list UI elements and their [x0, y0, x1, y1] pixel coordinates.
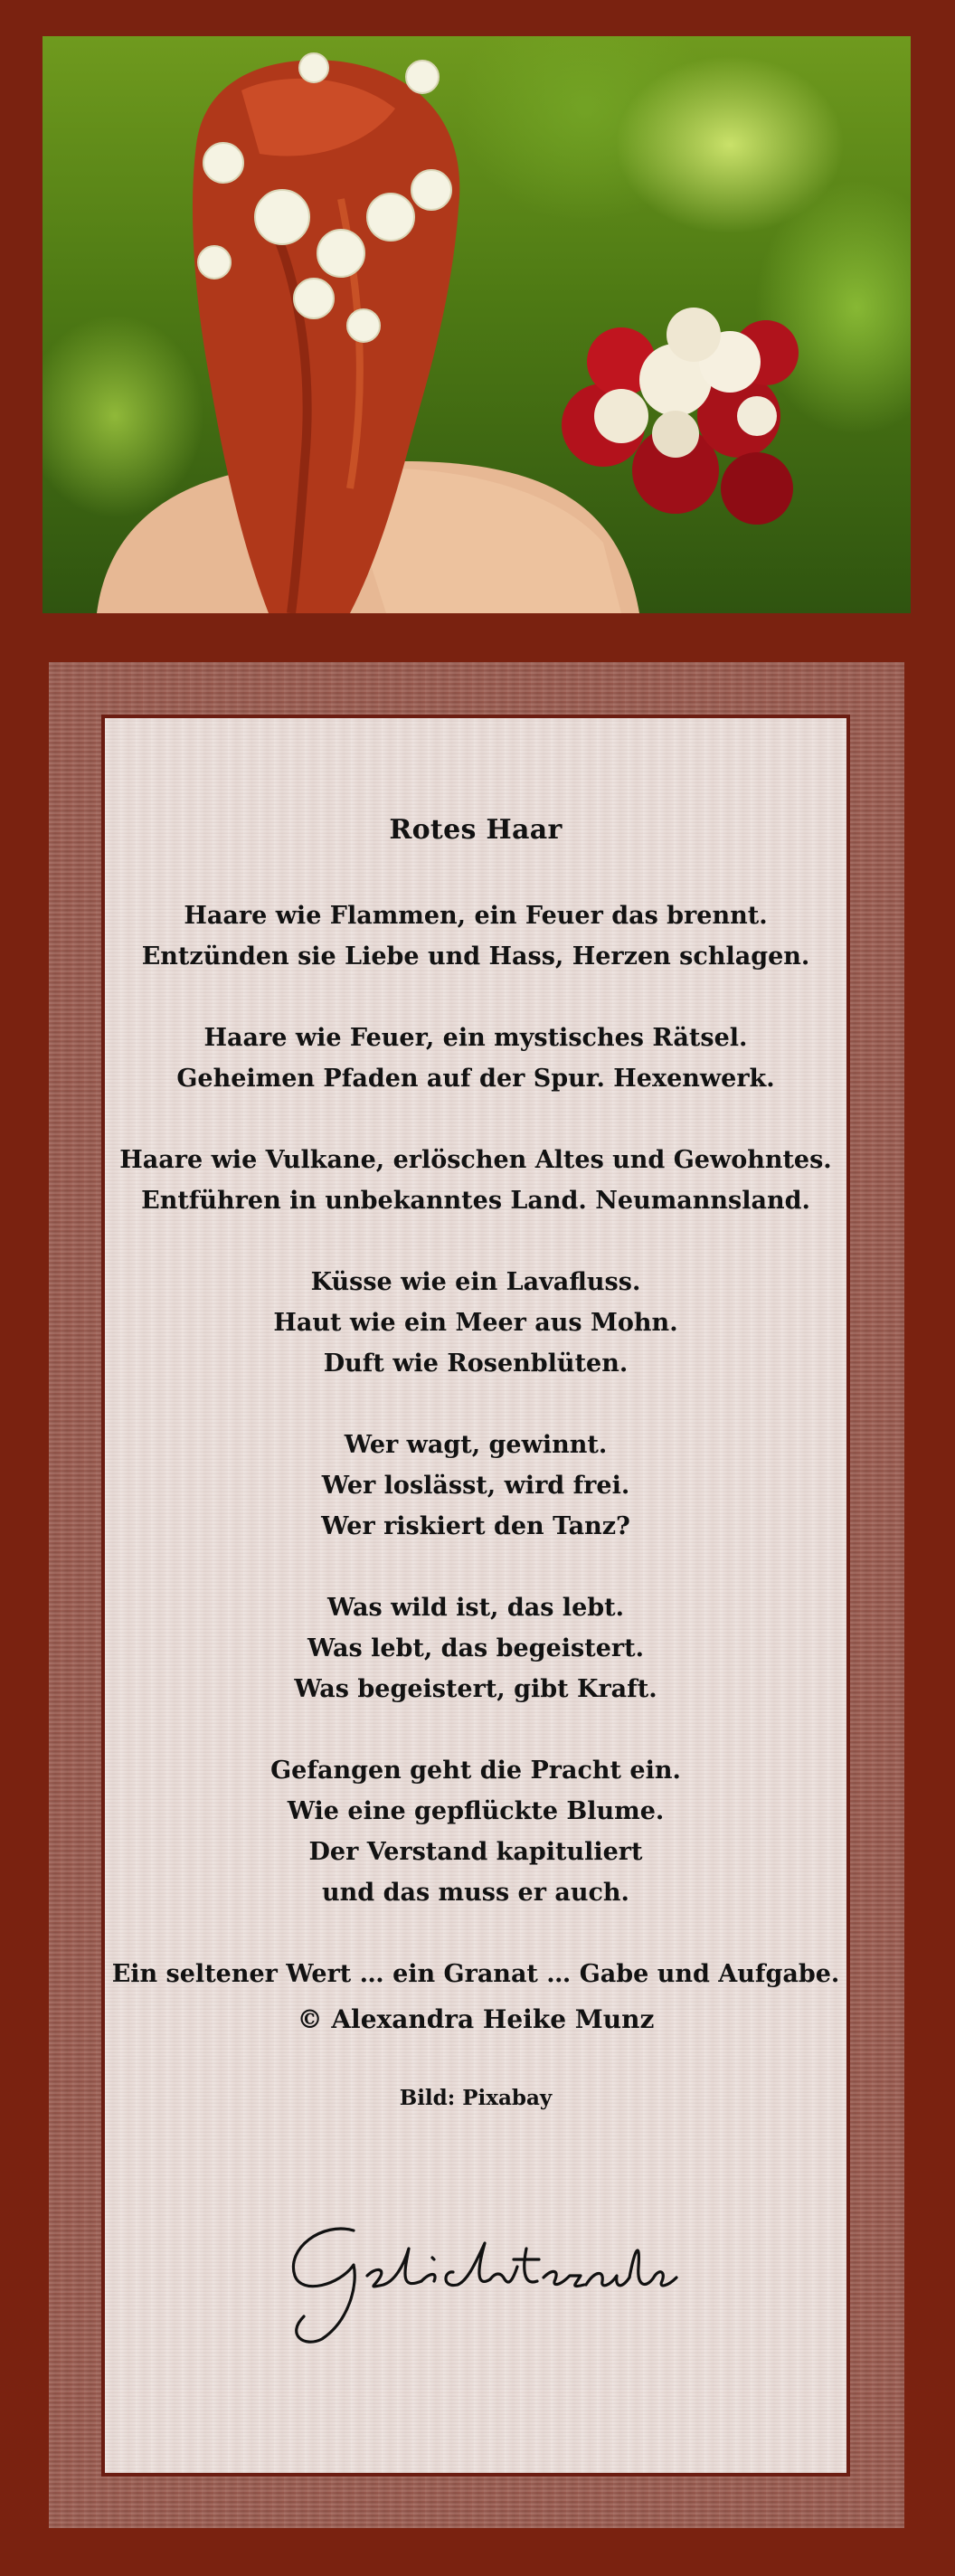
poem-line: Haare wie Flammen, ein Feuer das brennt.	[184, 902, 768, 930]
poem-line: Geheimen Pfaden auf der Spur. Hexenwerk.	[176, 1065, 775, 1093]
poem-line: Küsse wie ein Lavafluss.	[310, 1268, 641, 1296]
stanza-2	[105, 1018, 846, 1099]
stanza-5	[105, 1425, 846, 1547]
poem-line: Wie eine gepflückte Blume.	[287, 1797, 665, 1825]
stanza-7	[105, 1750, 846, 1913]
poem-line: Haare wie Feuer, ein mystisches Rätsel.	[203, 1024, 748, 1052]
poem-body	[105, 895, 846, 2035]
poem-title: Rotes Haar	[389, 814, 563, 846]
poem-paper	[101, 715, 850, 2477]
poem-line: Entführen in unbekanntes Land. Neumannsland.	[141, 1187, 810, 1215]
rose-bouquet	[562, 308, 799, 525]
poem-line: Entzünden sie Liebe und Hass, Herzen schlagen.	[141, 942, 810, 971]
stanza-4	[105, 1262, 846, 1384]
stanza-8	[105, 1954, 846, 1994]
poem-line: Wer loslässt, wird frei.	[321, 1472, 630, 1500]
poem-line: Duft wie Rosenblüten.	[323, 1350, 629, 1378]
bride-illustration	[43, 36, 911, 613]
header-photo	[43, 36, 911, 613]
poem-line: Gefangen geht die Pracht ein.	[270, 1757, 681, 1785]
copyright-line: © Alexandra Heike Munz	[297, 2004, 655, 2034]
poem-line: Haut wie ein Meer aus Mohn.	[273, 1309, 678, 1337]
poem-line: Was wild ist, das lebt.	[327, 1594, 624, 1622]
stanza-3	[105, 1140, 846, 1221]
poem-line: Haare wie Vulkane, erlöschen Altes und Gewohntes.	[119, 1146, 832, 1174]
stanza-6	[105, 1587, 846, 1709]
image-credit: Bild: Pixabay	[399, 2086, 553, 2110]
poem-card	[49, 662, 904, 2528]
poem-line: und das muss er auch.	[322, 1879, 629, 1907]
poem-line: Ein seltener Wert … ein Granat … Gabe und Aufgabe.	[111, 1960, 840, 1988]
poem-line: Wer wagt, gewinnt.	[344, 1431, 608, 1459]
poem-line: Der Verstand kapituliert	[308, 1838, 643, 1866]
poem-line: Wer riskiert den Tanz?	[321, 1512, 630, 1540]
poem-line: Was begeistert, gibt Kraft.	[294, 1675, 657, 1703]
signature-logo	[105, 2212, 846, 2348]
poem-line: Was lebt, das begeistert.	[307, 1634, 644, 1662]
signature-script-drawing	[268, 2212, 684, 2348]
stanza-1	[105, 895, 846, 977]
